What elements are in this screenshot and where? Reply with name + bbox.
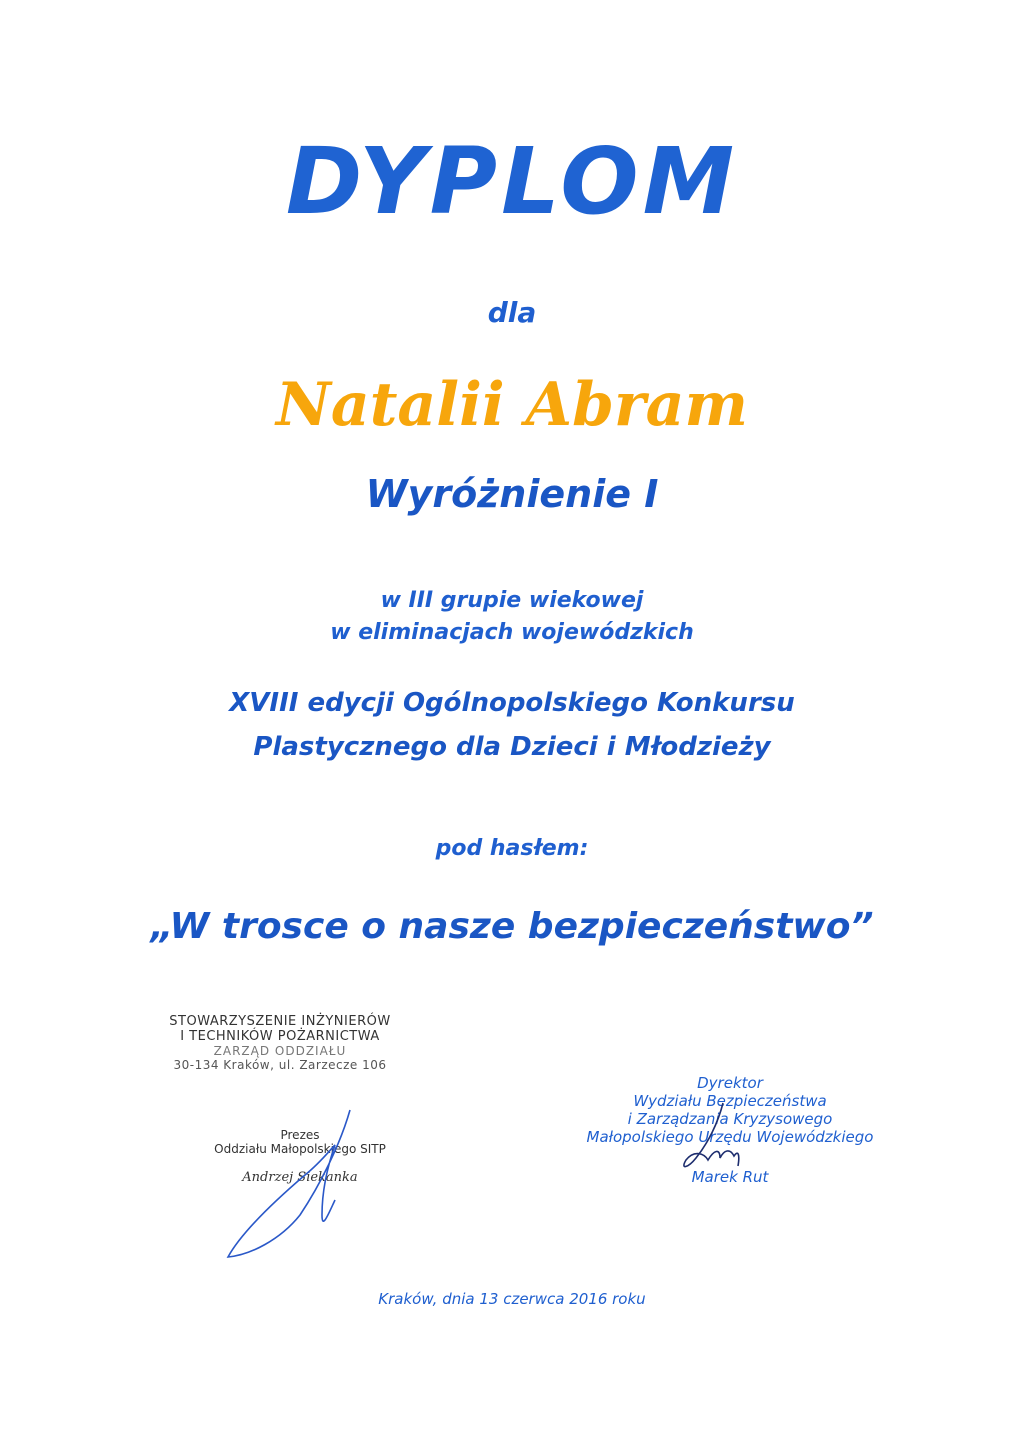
left-signature-icon <box>210 1105 370 1265</box>
for-label: dla <box>487 296 537 329</box>
right-signatory-dept-1: Wydziału Bezpieczeństwa <box>633 1092 827 1110</box>
right-signatory-name: Marek Rut <box>691 1168 769 1186</box>
right-signatory-dept-2: i Zarządzania Kryzysowego <box>627 1110 833 1128</box>
organization-stamp <box>150 1014 410 1072</box>
diploma-title: DYPLOM <box>285 128 739 235</box>
motto-label: pod hasłem: <box>435 836 589 861</box>
category-line-2: w eliminacjach wojewódzkich <box>330 620 694 645</box>
stamp-line-2: I TECHNIKÓW POŻARNICTWA <box>180 1029 380 1044</box>
stamp-line-3: ZARZĄD ODDZIAŁU <box>213 1044 347 1058</box>
contest-line-2: Plastycznego dla Dzieci i Młodzieży <box>253 732 771 762</box>
right-signature-icon <box>668 1098 758 1188</box>
stamp-line-1: STOWARZYSZENIE INŻYNIERÓW <box>169 1014 391 1029</box>
right-signatory-dept-3: Małopolskiego Urzędu Wojewódzkiego <box>586 1128 874 1146</box>
right-signatory-role: Dyrektor <box>697 1074 763 1092</box>
stamp-line-4: 30-134 Kraków, ul. Zarzecze 106 <box>173 1058 387 1072</box>
left-signatory-role: Prezes <box>280 1128 320 1142</box>
left-signatory-name: Andrzej Siekanka <box>242 1170 358 1185</box>
motto: „W trosce o nasze bezpieczeństwo” <box>150 906 874 947</box>
left-signatory-organization: Oddziału Małopolskiego SITP <box>214 1142 386 1156</box>
category-line-1: w III grupie wiekowej <box>380 588 644 613</box>
recipient-name: Natalii Abram <box>275 370 749 440</box>
award-title: Wyróżnienie I <box>365 472 659 516</box>
issue-date: Kraków, dnia 13 czerwca 2016 roku <box>378 1290 646 1308</box>
contest-line-1: XVIII edycji Ogólnopolskiego Konkursu <box>229 688 795 718</box>
